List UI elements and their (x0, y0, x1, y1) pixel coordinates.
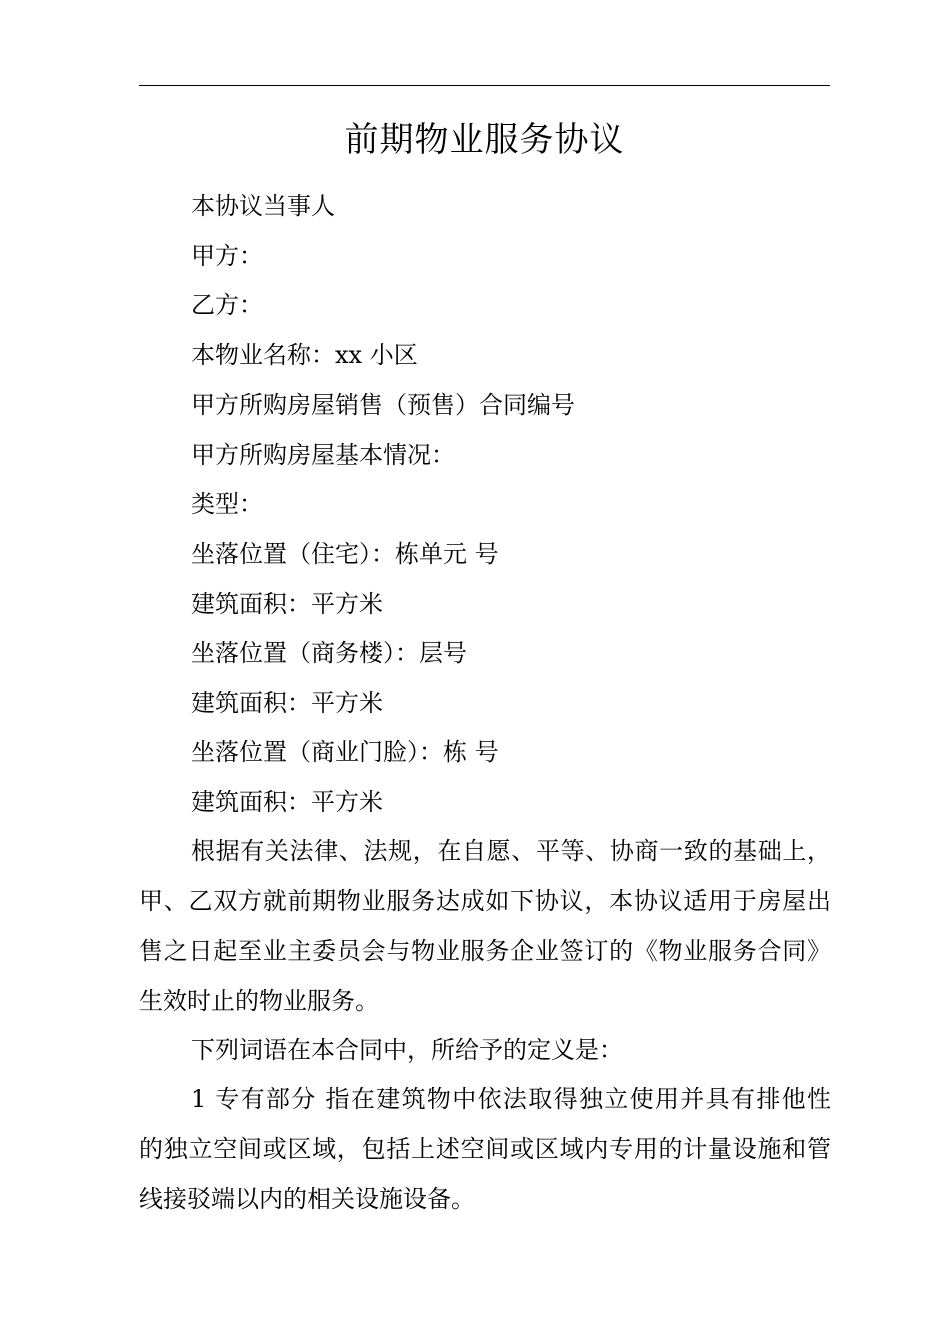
field-house-info: 甲方所购房屋基本情况： (191, 441, 455, 469)
field-contract-number: 甲方所购房屋销售（预售）合同编号 (191, 391, 575, 419)
paragraph-agreement-scope (139, 836, 831, 1036)
paragraph-line: 生效时止的物业服务。 (139, 987, 379, 1015)
paragraph-definitions-intro (139, 1035, 831, 1085)
field-area-shopfront: 建筑面积：平方米 (191, 788, 383, 816)
field-property-name: 本物业名称：xx 小区 (191, 341, 418, 369)
paragraph-line: 根据有关法律、法规，在自愿、平等、协商一致的基础上， (191, 837, 831, 865)
paragraph-definition-1 (139, 1084, 831, 1234)
field-location-residential: 坐落位置（住宅）：栋单元 号 (191, 540, 499, 568)
paragraph-line: 线接驳端以内的相关设施设备。 (139, 1185, 475, 1213)
field-type: 类型： (191, 490, 263, 518)
field-area-residential: 建筑面积：平方米 (191, 590, 383, 618)
field-location-shopfront: 坐落位置（商业门脸）：栋 号 (191, 738, 499, 766)
field-location-office: 坐落位置（商务楼）：层号 (191, 639, 467, 667)
field-parties-heading: 本协议当事人 (191, 192, 335, 220)
header-rule (139, 85, 830, 86)
document-title: 前期物业服务协议 (344, 120, 625, 160)
paragraph-line: 1 专有部分 指在建筑物中依法取得独立使用并具有排他性 (191, 1085, 831, 1113)
field-party-b: 乙方： (191, 291, 263, 319)
paragraph-line: 下列词语在本合同中，所给予的定义是： (191, 1036, 623, 1064)
paragraph-line: 售之日起至业主委员会与物业服务企业签订的《物业服务合同》 (139, 937, 831, 965)
paragraph-line: 甲、乙双方就前期物业服务达成如下协议，本协议适用于房屋出 (139, 887, 831, 915)
paragraph-line: 的独立空间或区域，包括上述空间或区域内专用的计量设施和管 (139, 1135, 831, 1163)
field-party-a: 甲方： (191, 242, 263, 270)
field-area-office: 建筑面积：平方米 (191, 689, 383, 717)
